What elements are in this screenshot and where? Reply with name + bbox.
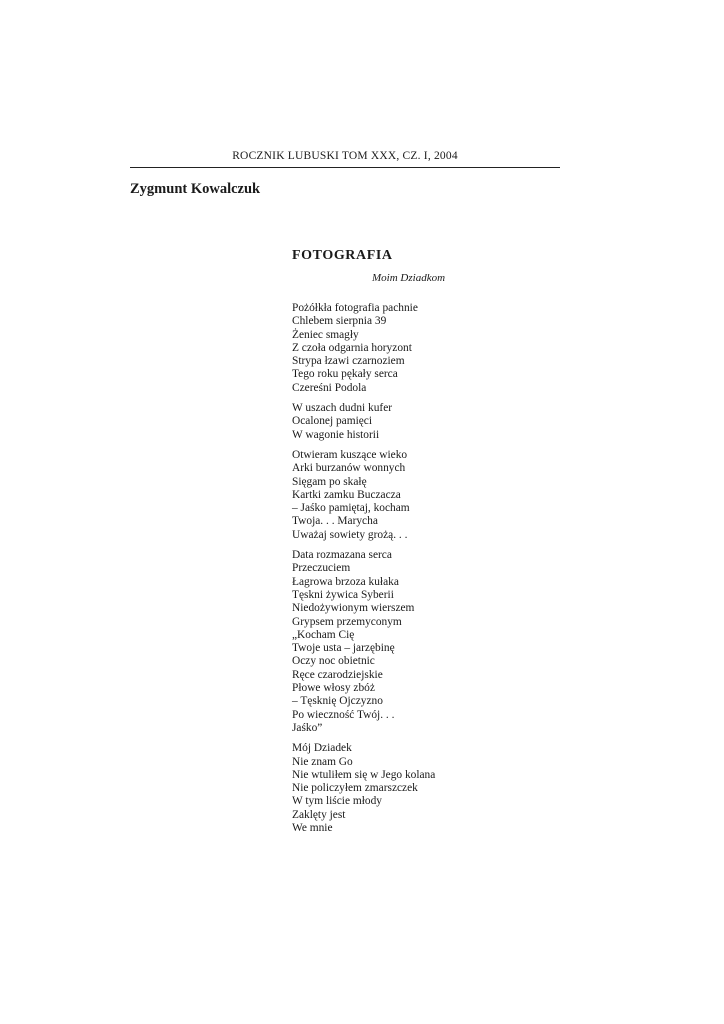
poem-body: [292, 302, 435, 842]
poem-line: Z czoła odgarnia horyzont: [292, 341, 412, 354]
poem-title: FOTOGRAFIA: [292, 248, 393, 263]
poem-line: Ocalonej pamięci: [292, 415, 373, 428]
poem-dedication: Moim Dziadkom: [372, 272, 446, 284]
poem-line: „Kocham Cię: [292, 628, 355, 641]
poem-line: Przeczuciem: [292, 562, 351, 575]
poem-line: Chlebem sierpnia 39: [292, 315, 387, 328]
poem-line: Uważaj sowiety grożą. . .: [292, 528, 408, 541]
poem-line: Otwieram kuszące wieko: [292, 448, 408, 461]
poem-line: W uszach dudni kufer: [292, 402, 393, 415]
poem-line: Twoja. . . Marycha: [292, 515, 378, 528]
poem-line: Mój Dziadek: [292, 742, 352, 755]
poem-line: Czereśni Podola: [292, 381, 367, 394]
poem-line: Data rozmazana serca: [292, 549, 392, 562]
poem-line: Zaklęty jest: [292, 808, 346, 821]
poem-line: Nie znam Go: [292, 755, 353, 768]
poem-line: Ręce czarodziejskie: [292, 668, 383, 681]
poem-line: We mnie: [292, 821, 333, 834]
poem-line: Nie policzyłem zmarszczek: [292, 782, 418, 795]
poem-line: Płowe włosy zbóż: [292, 682, 375, 695]
poem-line: Oczy noc obietnic: [292, 655, 375, 668]
poem-stanza: [292, 549, 435, 735]
poem-line: Grypsem przemyconym: [292, 615, 402, 628]
poem-line: Twoje usta – jarzębinę: [292, 642, 395, 655]
poem-line: Nie wtuliłem się w Jego kolana: [292, 768, 436, 781]
poem-line: W tym liście młody: [292, 795, 382, 808]
header-rule: [130, 167, 560, 168]
poem-line: – Tęsknię Ojczyzno: [292, 695, 383, 708]
running-head: ROCZNIK LUBUSKI TOM XXX, CZ. I, 2004: [232, 150, 458, 162]
poem-line: Kartki zamku Buczacza: [292, 488, 401, 501]
poem-line: Żeniec smagły: [292, 328, 359, 341]
poem-line: Arki burzanów wonnych: [292, 462, 406, 475]
poem-line: Jaśko”: [292, 721, 323, 734]
poem-line: Po wieczność Twój. . .: [292, 708, 395, 721]
poem-stanza: [292, 302, 435, 395]
poem-stanza: [292, 449, 435, 542]
poem-line: Tęskni żywica Syberii: [292, 588, 394, 601]
poem-line: Sięgam po skałę: [292, 475, 367, 488]
author-name: Zygmunt Kowalczuk: [130, 181, 261, 197]
poem-line: – Jaśko pamiętaj, kocham: [292, 502, 410, 515]
poem-line: Niedożywionym wierszem: [292, 602, 415, 615]
poem-stanza: [292, 742, 435, 835]
poem-line: Tego roku pękały serca: [292, 368, 398, 381]
poem-line: Strypa łzawi czarnoziem: [292, 355, 405, 368]
poem-line: W wagonie historii: [292, 428, 380, 441]
poem-line: Łagrowa brzoza kułaka: [292, 575, 399, 588]
poem-stanza: [292, 402, 435, 442]
poem-line: Pożółkła fotografia pachnie: [292, 302, 418, 314]
